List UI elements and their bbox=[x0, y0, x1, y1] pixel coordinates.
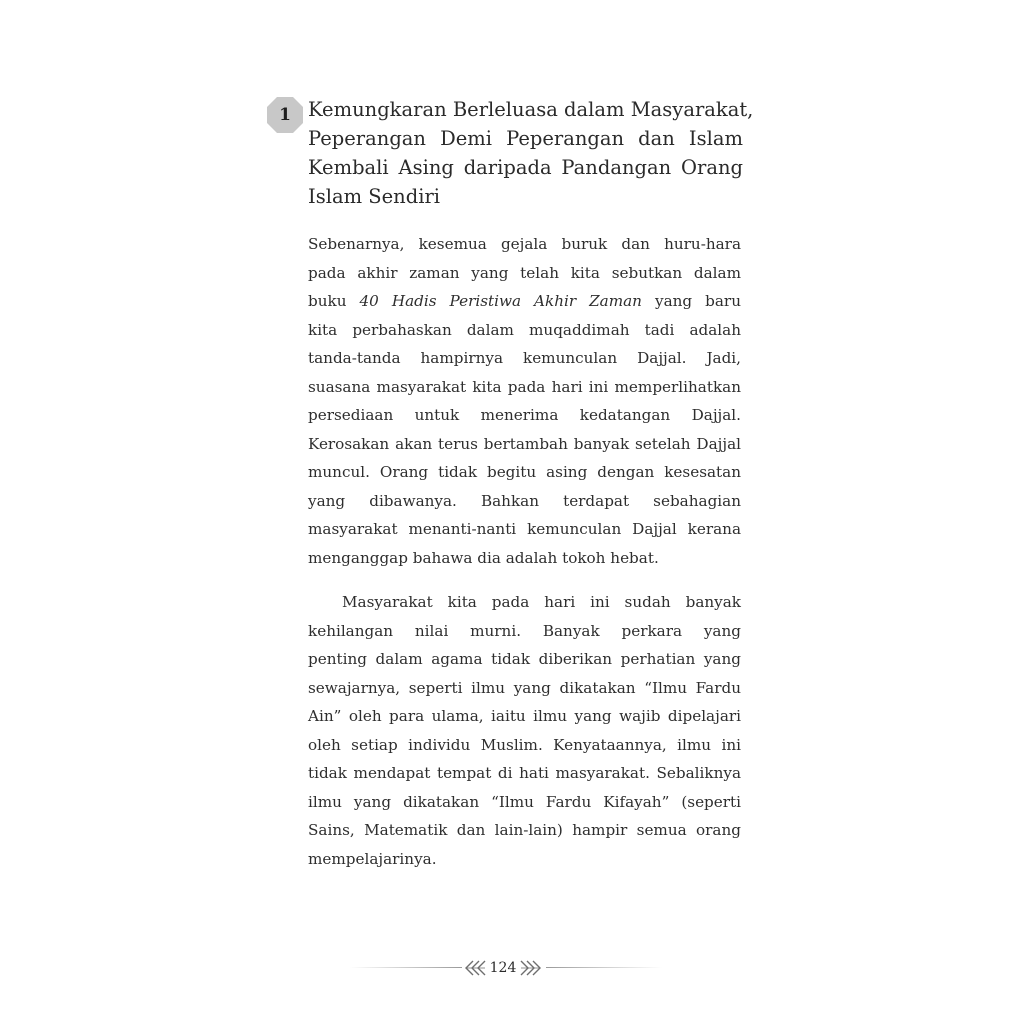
text-line: Sains, Matematik dan lain-lain) hampir semua orang bbox=[308, 821, 741, 839]
text-line: sewajarnya, seperti ilmu yang dikatakan “Ilmu Fardu bbox=[308, 678, 741, 697]
page-number: 124 bbox=[489, 960, 517, 976]
text-line: masyarakat menanti-nanti kemunculan Dajjal kerana bbox=[308, 520, 741, 538]
text-line: Kerosakan akan terus bertambah banyak setelah Dajjal bbox=[308, 434, 741, 453]
chapter-number: 1 bbox=[279, 105, 291, 125]
chapter-title bbox=[308, 95, 754, 211]
chapter-title-line: Kembali Asing daripada Pandangan Orang bbox=[308, 156, 743, 179]
text-line: tidak mendapat tempat di hati masyarakat. Sebaliknya bbox=[308, 764, 741, 782]
chapter-title-line: Islam Sendiri bbox=[308, 185, 440, 208]
body-paragraph-1 bbox=[308, 230, 741, 572]
text-line: menganggap bahawa dia adalah tokoh hebat. bbox=[308, 548, 659, 567]
text-line: kehilangan nilai murni. Banyak perkara yang bbox=[308, 621, 741, 640]
text-line: persediaan untuk menerima kedatangan Dajjal. bbox=[308, 406, 741, 424]
chevron-ornament-left-icon bbox=[464, 960, 486, 976]
text-line: mempelajarinya. bbox=[308, 849, 437, 868]
book-title-italic: 40 Hadis Peristiwa Akhir Zaman bbox=[359, 292, 642, 310]
text-run: buku bbox=[308, 292, 360, 310]
text-line: Masyarakat kita pada hari ini sudah banyak bbox=[342, 593, 741, 611]
text-line bbox=[308, 287, 741, 316]
text-line: ilmu yang dikatakan “Ilmu Fardu Kifayah” (seperti bbox=[308, 792, 741, 811]
text-line: Ain” oleh para ulama, iaitu ilmu yang wajib dipelajari bbox=[308, 707, 741, 725]
text-line: suasana masyarakat kita pada hari ini memperlihatkan bbox=[308, 377, 741, 396]
chapter-title-line: Peperangan Demi Peperangan dan Islam bbox=[308, 127, 743, 150]
body-paragraph-2 bbox=[308, 588, 741, 873]
page-footer bbox=[350, 956, 662, 980]
chevron-ornament-right-icon bbox=[520, 960, 542, 976]
text-line: tanda-tanda hampirnya kemunculan Dajjal. Jadi, bbox=[308, 349, 741, 367]
text-line: oleh setiap individu Muslim. Kenyataannya, ilmu ini bbox=[308, 735, 741, 754]
chapter-title-line: Kemungkaran Berleluasa dalam Masyarakat, bbox=[308, 98, 754, 121]
text-line: kita perbahaskan dalam muqaddimah tadi adalah bbox=[308, 320, 741, 339]
text-line: pada akhir zaman yang telah kita sebutkan dalam bbox=[308, 263, 741, 282]
text-line: Sebenarnya, kesemua gejala buruk dan huru-hara bbox=[308, 235, 741, 253]
text-run: yang baru bbox=[641, 292, 741, 310]
footer-rule-right bbox=[546, 967, 662, 968]
footer-rule-left bbox=[350, 967, 462, 968]
text-line: muncul. Orang tidak begitu asing dengan kesesatan bbox=[308, 463, 741, 481]
text-line: yang dibawanya. Bahkan terdapat sebahagian bbox=[308, 491, 741, 510]
text-line: penting dalam agama tidak diberikan perhatian yang bbox=[308, 650, 741, 668]
chapter-number-badge bbox=[266, 96, 304, 134]
